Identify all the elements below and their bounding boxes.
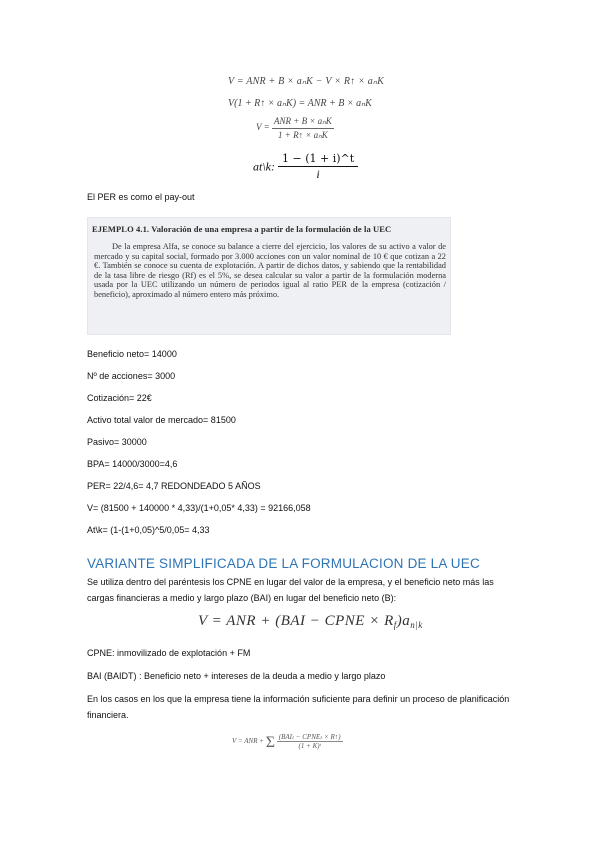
data-line: V= (81500 + 140000 * 4,33)/(1+0,05* 4,33) = 92166,058 xyxy=(87,503,311,513)
per-note: El PER es como el pay-out xyxy=(87,192,195,202)
formula-numerator: ANR + B × aₙK xyxy=(272,116,334,129)
formula-denominator: 1 + R↑ × aₙK xyxy=(278,130,328,140)
bai-definition: BAI (BAIDT) : Beneficio neto + intereses de la deuda a medio y largo plazo xyxy=(87,671,386,681)
closing-paragraph: En los casos en los que la empresa tiene la información suficiente para definir un proceso de planificación financiera. xyxy=(87,694,510,720)
formula-uec-base: V = ANR + B × aₙK − V × R↑ × aₙK xyxy=(228,76,384,87)
formula-planning xyxy=(232,733,343,752)
formula-uec-solved xyxy=(258,116,334,141)
formula-subscript: n|k xyxy=(410,620,423,630)
example-body xyxy=(94,242,446,299)
formula-tail: )a xyxy=(396,613,411,629)
data-line: Beneficio neto= 14000 xyxy=(87,349,177,359)
formula-main: V = ANR + (BAI − CPNE × R xyxy=(198,613,394,629)
formula-subscript: f xyxy=(393,620,397,630)
formula-numerator: 1 − (1 + i)^t xyxy=(278,152,358,167)
formula-lead: V = ANR + xyxy=(232,737,264,746)
intro-paragraph: Se utiliza dentro del paréntesis los CPNE en lugar del valor de la empresa, y el beneficio neto más las cargas financieras a medio y largo plazo (BAI) en lugar del beneficio neto (B): xyxy=(87,577,494,603)
formula-annuity-factor xyxy=(253,152,358,182)
summation-symbol: Σ xyxy=(265,734,276,752)
formula-denominator: i xyxy=(316,167,320,181)
formula-fraction xyxy=(277,733,343,750)
formula-uec-rearranged: V(1 + R↑ × aₙK) = ANR + B × aₙK xyxy=(228,98,372,109)
example-box xyxy=(87,217,451,335)
data-line: Nº de acciones= 3000 xyxy=(87,371,176,381)
data-line: BPA= 14000/3000=4,6 xyxy=(87,459,178,469)
example-text: De la empresa Alfa, se conoce su balance a cierre del ejercicio, los valores de su activo a valor de mercado y su capital social, formado por 3.000 acciones con un valor nominal de 10 € que cotizan a 22 €. También se conoce su cuenta de explotación. A partir de dichos datos, y sabiendo que la rentabilidad de la tasa libre de riesgo (Rf) es el 5%, se desea calcular su valor a partir de la formulación moderna usada por la UEC utilizando un número de periodos igual al ratio PER de la empresa (cotización / beneficio), aproximado al número entero más próximo. xyxy=(94,242,446,299)
formula-simplified xyxy=(198,613,423,630)
data-line: At\k= (1-(1+0,05)^5/0,05= 4,33 xyxy=(87,525,210,535)
data-line: Pasivo= 30000 xyxy=(87,437,147,447)
formula-fraction xyxy=(278,152,358,182)
formula-numerator: (BAIₜ − CPNEₜ × R↑) xyxy=(278,733,341,741)
formula-lead: V = xyxy=(256,122,270,132)
data-line: Activo total valor de mercado= 81500 xyxy=(87,415,236,425)
cpne-definition: CPNE: inmovilizado de explotación + FM xyxy=(87,648,251,658)
example-title: EJEMPLO 4.1. Valoración de una empresa a partir de la formulación de la UEC xyxy=(92,224,392,234)
formula-lead: at\k: xyxy=(253,159,275,174)
data-line: Cotización= 22€ xyxy=(87,393,152,403)
data-line: PER= 22/4,6= 4,7 REDONDEADO 5 AÑOS xyxy=(87,481,261,491)
formula-denominator: (1 + K)ᵗ xyxy=(298,742,321,750)
section-heading: VARIANTE SIMPLIFICADA DE LA FORMULACION DE LA UEC xyxy=(87,556,480,571)
